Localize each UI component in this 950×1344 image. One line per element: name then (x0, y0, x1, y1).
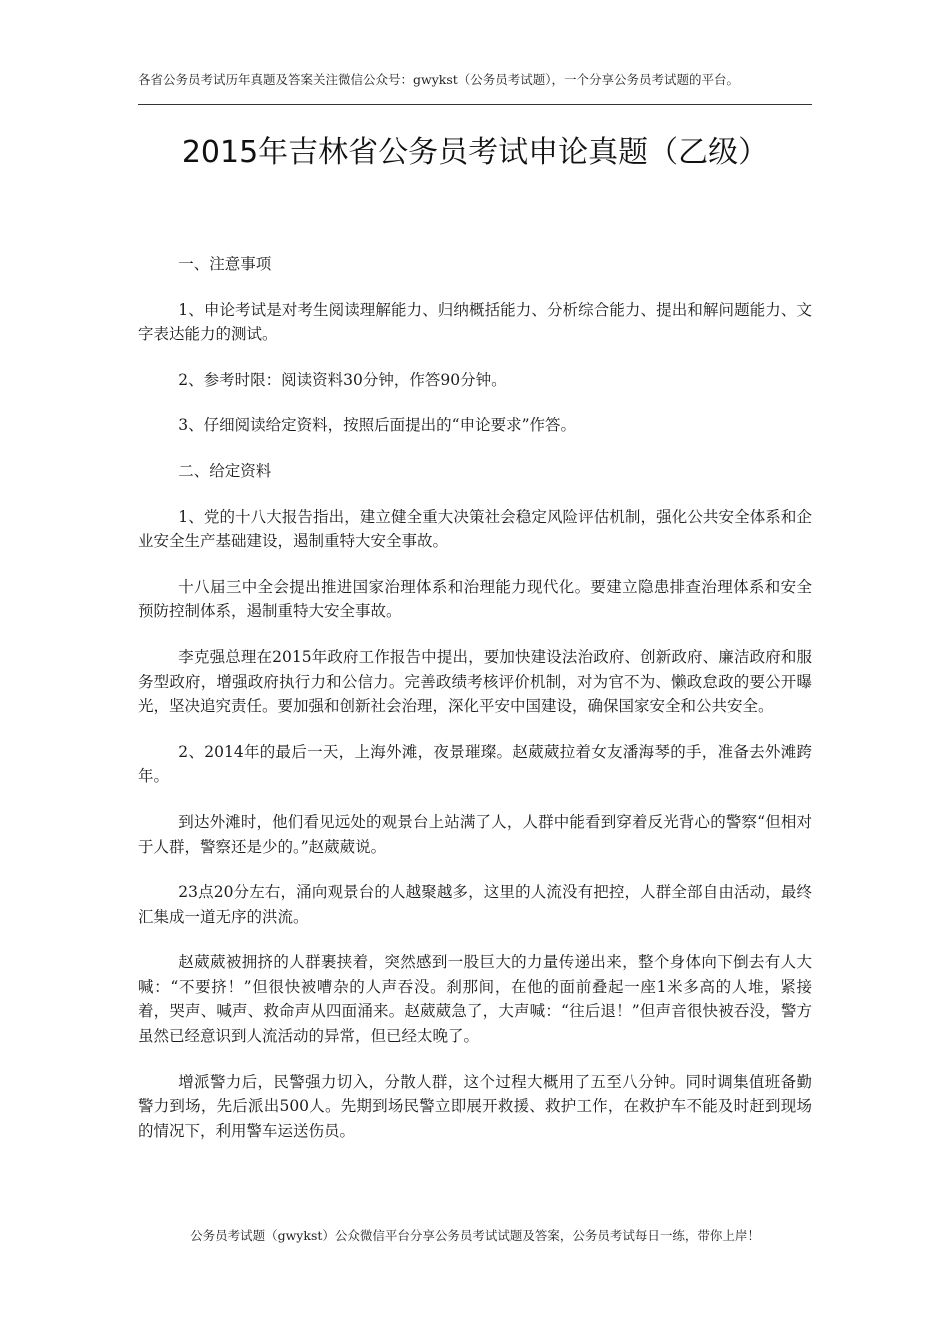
paragraph: 赵葳葳被拥挤的人群裹挟着，突然感到一股巨大的力量传递出来，整个身体向下倒去有人大喊：“不要挤！”但很快被嘈杂的人声吞没。刹那间，在他的面前叠起一座1米多高的人堆，紧接着，哭声、喊声、救命声从四面涌来。赵葳葳急了，大声喊：“往后退！”但声音很快被吞没，警方虽然已经意识到人流活动的异常，但已经太晚了。 (138, 953, 812, 1046)
document-body (138, 252, 812, 1164)
paragraph: 李克强总理在2015年政府工作报告中提出，要加快建设法治政府、创新政府、廉洁政府和服务型政府，增强政府执行力和公信力。完善政绩考核评价机制，对为官不为、懒政怠政的要公开曝光，坚决追究责任。要加强和创新社会治理，深化平安中国建设，确保国家安全和公共安全。 (138, 647, 812, 716)
section-heading-notes: 一、注意事项 (178, 255, 272, 273)
paragraph: 1、党的十八大报告指出，建立健全重大决策社会稳定风险评估机制，强化公共安全体系和企业安全生产基础建设，遏制重特大安全事故。 (138, 507, 812, 551)
paragraph: 增派警力后，民警强力切入，分散人群，这个过程大概用了五至八分钟。同时调集值班备勤警力到场，先后派出500人。先期到场民警立即展开救援、救护工作，在救护车不能及时赶到现场的情况下，利用警车运送伤员。 (138, 1072, 812, 1140)
paragraph: 2、参考时限：阅读资料30分钟，作答90分钟。 (178, 370, 507, 389)
page-footer: 公务员考试题（gwykst）公众微信平台分享公务员考试试题及答案，公务员考试每日一练，带你上岸！ (190, 1228, 760, 1243)
paragraph: 1、申论考试是对考生阅读理解能力、归纳概括能力、分析综合能力、提出和解问题能力、文字表达能力的测试。 (138, 300, 812, 344)
paragraph: 2、2014年的最后一天，上海外滩，夜景璀璨。赵葳葳拉着女友潘海琴的手，准备去外滩跨年。 (138, 742, 812, 786)
paragraph: 23点20分左右，涌向观景台的人越聚越多，这里的人流没有把控，人群全部自由活动，最终汇集成一道无序的洪流。 (138, 883, 812, 926)
paragraph: 到达外滩时，他们看见远处的观景台上站满了人，人群中能看到穿着反光背心的警察“但相对于人群，警察还是少的。”赵葳葳说。 (138, 812, 812, 856)
paragraph: 十八届三中全会提出推进国家治理体系和治理能力现代化。要建立隐患排查治理体系和安全预防控制体系，遏制重特大安全事故。 (138, 577, 812, 621)
page-header: 各省公务员考试历年真题及答案关注微信公众号：gwykst（公务员考试题），一个分享公务员考试题的平台。 (138, 72, 740, 87)
paragraph: 3、仔细阅读给定资料，按照后面提出的“申论要求”作答。 (178, 416, 577, 435)
header-divider (138, 104, 812, 105)
section-heading-materials: 二、给定资料 (178, 461, 272, 480)
document-title: 2015年吉林省公务员考试申论真题（乙级） (181, 135, 769, 170)
